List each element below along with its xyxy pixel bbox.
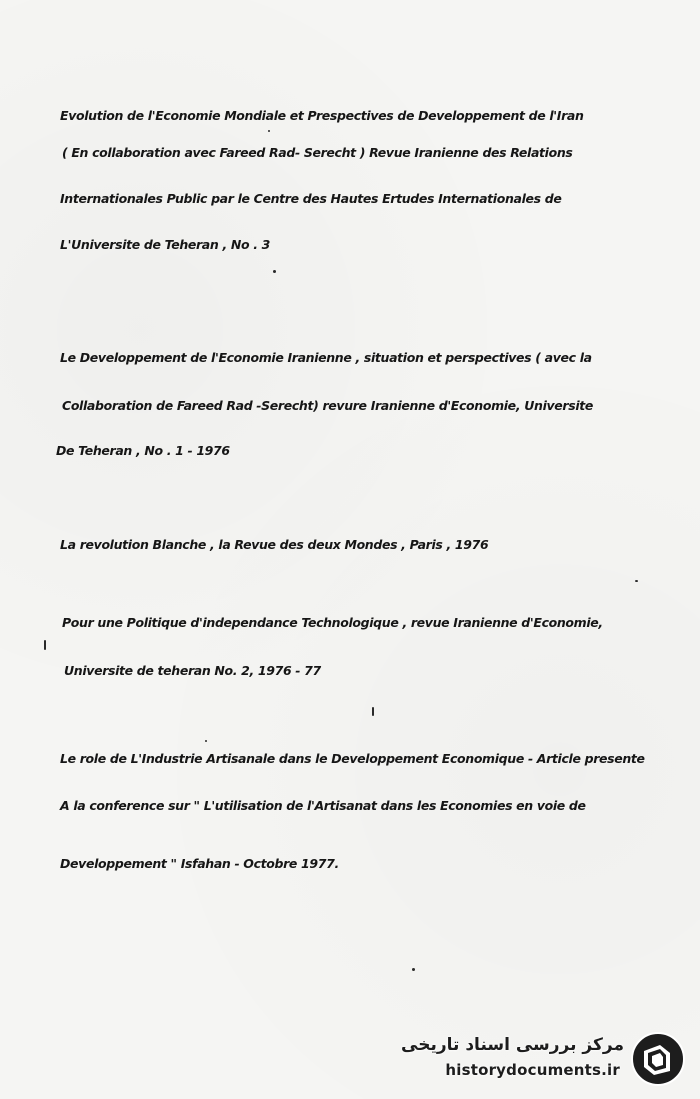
reference-3-line-1: La revolution Blanche , la Revue des deux Mondes , Paris , 1976 [60,537,489,552]
reference-2-line-3: De Teheran , No . 1 - 1976 [56,443,230,458]
watermark-persian-text: مرکز بررسی اسناد تاریخی [401,1035,624,1055]
watermark [400,1031,690,1087]
scan-speck [273,270,276,273]
watermark-site-text: historydocuments.ir [445,1061,620,1079]
reference-1-line-3: Internationales Public par le Centre des Hautes Ertudes Internationales de [60,191,562,206]
reference-5-line-3: Developpement " Isfahan - Octobre 1977. [60,856,339,871]
scan-speck [44,640,46,650]
reference-1-line-2: ( En collaboration avec Fareed Rad- Serecht ) Revue Iranienne des Relations [62,145,573,160]
scan-speck [412,968,415,971]
reference-2-line-2: Collaboration de Fareed Rad -Serecht) revure Iranienne d'Economie, Universite [62,398,594,413]
reference-4-line-2: Universite de teheran No. 2, 1976 - 77 [64,663,321,678]
reference-4-line-1: Pour une Politique d'independance Technologique , revue Iranienne d'Economie, [62,615,603,630]
reference-2-line-1: Le Developpement de l'Economie Iranienne , situation et perspectives ( avec la [60,350,592,365]
scan-speck [205,740,207,742]
reference-5-line-1: Le role de L'Industrie Artisanale dans le Developpement Economique - Article presente [60,751,645,766]
document-center-logo-icon [630,1031,686,1087]
scan-speck [268,130,270,132]
reference-1-line-1: Evolution de l'Economie Mondiale et Prespectives de Developpement de l'Iran [60,108,584,123]
reference-1-line-4: L'Universite de Teheran , No . 3 [60,237,270,252]
scan-speck [635,580,638,582]
scan-speck [372,707,374,716]
reference-5-line-2: A la conference sur " L'utilisation de l'Artisanat dans les Economies en voie de [60,798,586,813]
